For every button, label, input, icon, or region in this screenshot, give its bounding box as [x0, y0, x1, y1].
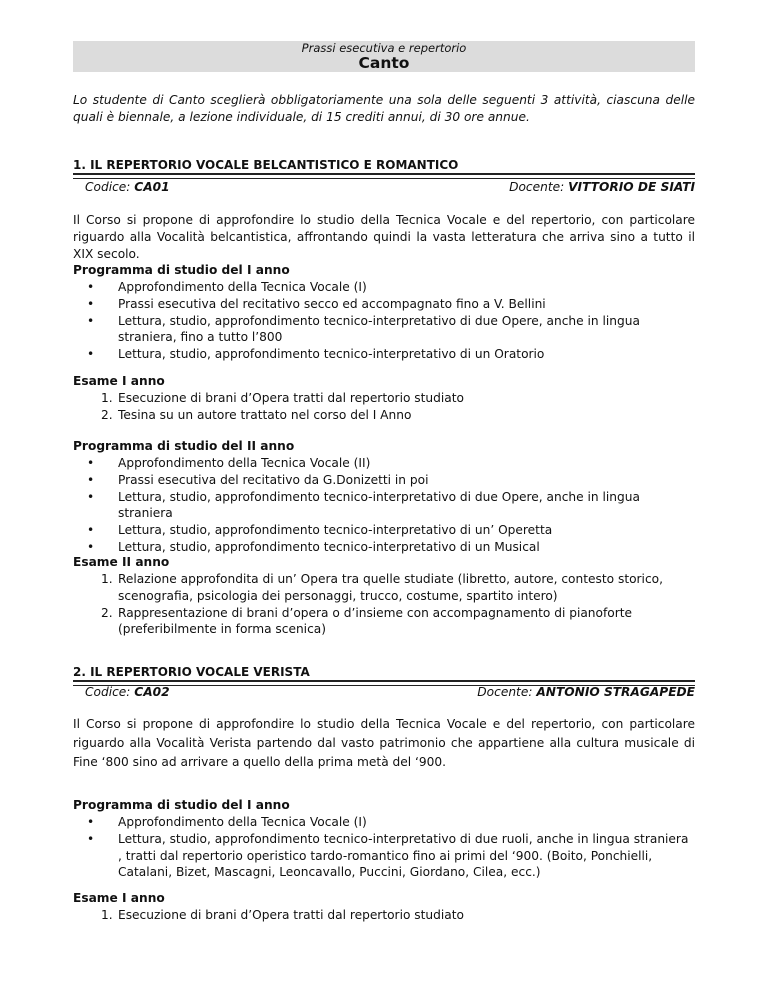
course-code: Codice: CA02 — [85, 685, 170, 699]
item-text: Lettura, studio, approfondimento tecnico-interpretativo di due ruoli, anche in lingua straniera , tratti dal repertorio operistico tardo-romantico fino ai primi del ‘900. (Boito, Ponchielli, Catalani, Bizet, Mascagni, Leoncavallo, Puccini, Giordano, Cilea, ecc.) — [118, 831, 689, 880]
header-subtitle: Prassi esecutiva e repertorio — [301, 41, 467, 55]
numbered-item — [73, 907, 695, 924]
section-1-title: 1. IL REPERTORIO VOCALE BELCANTISTICO E ROMANTICO — [73, 158, 459, 172]
item-text: Esecuzione di brani d’Opera tratti dal repertorio studiato — [118, 908, 464, 922]
numbered-item — [73, 571, 695, 605]
section-1-rule — [73, 173, 695, 179]
program-title: Programma di studio del I anno — [73, 798, 290, 812]
course-code: Codice: CA01 — [85, 180, 170, 194]
bullet-item — [73, 455, 695, 472]
bullet-item — [73, 489, 695, 523]
item-text: Esecuzione di brani d’Opera tratti dal repertorio studiato — [118, 391, 464, 405]
item-text: Relazione approfondita di un’ Opera tra quelle studiate (libretto, autore, contesto storico, scenografia, psicologia dei personaggi, trucco, costume, spartito intero) — [118, 572, 663, 603]
item-number: 1. — [101, 908, 113, 922]
header-title: Canto — [358, 54, 410, 72]
section-2-program-1 — [73, 797, 695, 881]
item-text: Prassi esecutiva del recitativo da G.Donizetti in poi — [118, 472, 429, 487]
section-1-exam-2 — [73, 554, 695, 638]
item-number: 1. — [101, 391, 113, 405]
section-1-program-2 — [73, 438, 695, 556]
item-number: 2. — [101, 407, 113, 422]
bullet-item — [73, 296, 695, 313]
item-text: Approfondimento della Tecnica Vocale (II) — [118, 456, 371, 470]
section-2-title: 2. IL REPERTORIO VOCALE VERISTA — [73, 665, 310, 679]
course-teacher: Docente: ANTONIO STRAGAPEDE — [477, 685, 695, 699]
bullet-item — [73, 831, 695, 881]
course-teacher: Docente: VITTORIO DE SIATI — [509, 180, 695, 194]
item-text: Lettura, studio, approfondimento tecnico-interpretativo di due Opere, anche in lingua straniera, fino a tutto l’800 — [118, 313, 640, 345]
numbered-item — [73, 407, 695, 424]
section-2-exam-1 — [73, 890, 695, 924]
item-text: Lettura, studio, approfondimento tecnico-interpretativo di un Oratorio — [118, 347, 545, 362]
intro-text: Lo studente di Canto sceglierà obbligatoriamente una sola delle seguenti 3 attività, ciascuna delle quali è biennale, a lezione individuale, di 15 crediti annui, di 30 ore annue. — [73, 93, 695, 124]
numbered-item — [73, 390, 695, 407]
program-title: Programma di studio del I anno — [73, 263, 290, 277]
section-1-program-1 — [73, 262, 695, 363]
program-title: Programma di studio del II anno — [73, 439, 295, 453]
item-text: Approfondimento della Tecnica Vocale (I) — [118, 280, 367, 294]
exam-title: Esame I anno — [73, 891, 165, 905]
exam-title: Esame II anno — [73, 555, 170, 569]
item-text: Tesina su un autore trattato nel corso del I Anno — [118, 407, 412, 422]
bullet-item — [73, 313, 695, 347]
bullet-item — [73, 814, 695, 831]
numbered-item — [73, 605, 695, 639]
item-text: Lettura, studio, approfondimento tecnico-interpretativo di un Musical — [118, 539, 540, 554]
item-text: Rappresentazione di brani d’opera o d’insieme con accompagnamento di pianoforte (preferibilmente in forma scenica) — [118, 605, 633, 637]
item-text: Lettura, studio, approfondimento tecnico-interpretativo di due Opere, anche in lingua straniera — [118, 489, 640, 521]
item-text: Approfondimento della Tecnica Vocale (I) — [118, 815, 367, 829]
bullet-item — [73, 346, 695, 363]
item-text: Prassi esecutiva del recitativo secco ed accompagnato fino a V. Bellini — [118, 296, 546, 311]
page-header — [73, 41, 695, 72]
bullet-item — [73, 522, 695, 539]
item-number: 1. — [101, 572, 113, 586]
bullet-item — [73, 472, 695, 489]
exam-title: Esame I anno — [73, 374, 165, 388]
section-1-description: Il Corso si propone di approfondire lo studio della Tecnica Vocale e del repertorio, con particolare riguardo alla Vocalità belcantistica, affrontando quindi la vasta letteratura che arriva sino a tutto il XIX secolo. — [73, 213, 695, 261]
item-text: Lettura, studio, approfondimento tecnico-interpretativo di un’ Operetta — [118, 523, 553, 538]
bullet-item — [73, 279, 695, 296]
section-2-description: Il Corso si propone di approfondire lo studio della Tecnica Vocale e del repertorio, con particolare riguardo alla Vocalità Verista partendo dal vasto patrimonio che appartiene alla cultura musicale di Fine ‘800 sino ad arrivare a quello della prima metà del ‘900. — [73, 717, 695, 769]
item-number: 2. — [101, 605, 113, 620]
section-1-exam-1 — [73, 373, 695, 424]
